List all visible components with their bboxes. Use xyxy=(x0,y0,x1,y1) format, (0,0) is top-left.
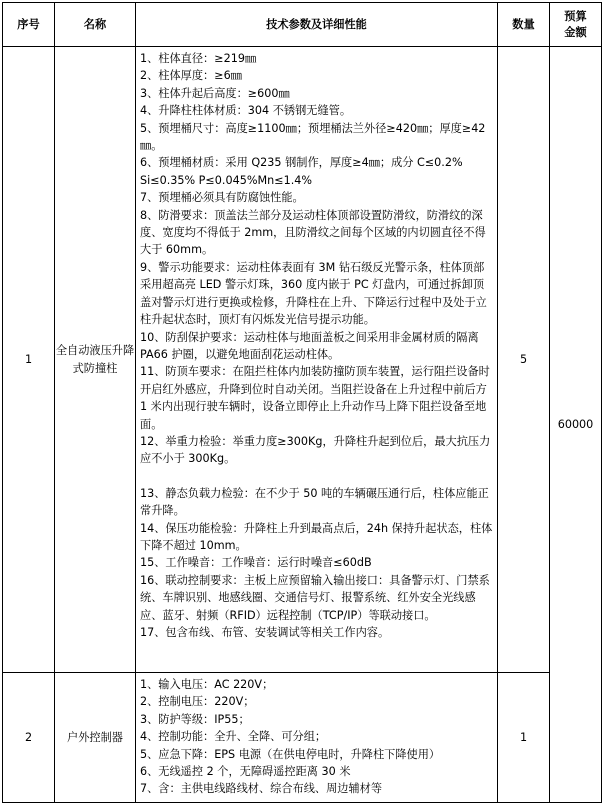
table-row xyxy=(3,47,602,673)
row-2-qty: 1 xyxy=(498,673,550,803)
spec-line: 2、柱体厚度：≥6㎜ xyxy=(140,69,242,83)
spec-line: 3、防护等级：IP55； xyxy=(140,712,250,726)
spec-line: 8、防滑要求：顶盖法兰部分及运动柱体顶部设置防滑纹，防滑纹的深度、宽度均不得低于 2mm，且防滑纹之间每个区域的内切圆直径不得大于 60mm。 xyxy=(140,208,486,257)
header-name: 名称 xyxy=(55,3,136,47)
header-row xyxy=(3,3,602,47)
spec-line: 12、举重力检验：举重力度≥300Kg，升降柱升起到位后，最大抗压力应不小于 300Kg。 xyxy=(140,434,491,466)
row-2-name: 户外控制器 xyxy=(55,673,136,803)
spec-line: 7、预埋桶必须具有防腐蚀性能。 xyxy=(140,191,304,205)
procurement-table xyxy=(2,2,602,803)
header-budget-line2: 金额 xyxy=(564,25,587,39)
spec-line: 10、防刮保护要求：运动柱体与地面盖板之间采用非金属材质的隔离 PA66 护圈，以避免地面刮花运动柱体。 xyxy=(140,330,483,361)
spec-line: 4、控制功能：全升、全降、可分组； xyxy=(140,730,327,744)
spec-line: 15、工作噪音：工作噪音：运行时噪音≤60dB xyxy=(140,556,372,570)
spec-line: 13、静态负载力检验：在不少于 50 吨的车辆碾压通行后，柱体应能正常升降。 xyxy=(140,486,489,518)
spec-line: 2、控制电压：220V； xyxy=(140,695,255,709)
header-qty: 数量 xyxy=(498,3,550,47)
spec-line: 7、含：主供电线路线材、综合布线、周边辅材等 xyxy=(140,782,383,796)
header-budget-line1: 预算 xyxy=(564,9,587,23)
header-seq: 序号 xyxy=(3,3,55,47)
spec-line: 3、柱体升起后高度：≥600㎜ xyxy=(140,86,290,100)
spec-line: 9、警示功能要求：运动柱体表面有 3M 钻石级反光警示条，柱体顶部采用超高亮 LED 警示灯珠，360 度内嵌于 PC 灯盘内，可通过拆卸顶盖对警示灯进行更换或检修，升降柱在上升、下降运行过程中及处于立柱升起状态时，顶灯有闪烁发光信号提示功能。 xyxy=(140,260,487,327)
row-1-spec xyxy=(136,47,498,673)
header-budget xyxy=(550,3,602,47)
spec-line: 16、联动控制要求：主板上应预留输入输出接口：具备警示灯、门禁系统、车牌识别、地感线圈、交通信号灯、报警系统、红外安全光线感应、蓝牙、射频（RFID）远程控制（TCP/IP）等联动接口。 xyxy=(140,573,490,622)
row-1-seq: 1 xyxy=(3,47,55,673)
row-2-spec xyxy=(136,673,498,803)
spec-line: 14、保压功能检验：升降柱上升到最高点后，24h 保持升起状态，柱体下降不超过 10mm。 xyxy=(140,521,493,552)
spec-line: 11、防顶车要求：在阻拦柱体内加装防撞防顶车装置，运行阻拦设备时开启红外感应，升降到位时自动关闭。当阻拦设备在上升过程中前后方 1 米内出现行驶车辆时，设备立即停止上升动作马上降下阻拦设备至地面。 xyxy=(140,365,491,431)
budget-total: 60000 xyxy=(550,47,602,803)
spec-line: 6、无线遥控 2 个，无障碍遥控距离 30 米 xyxy=(140,765,351,779)
spec-line: 5、应急下降：EPS 电源（在供电停电时，升降柱下降使用） xyxy=(140,747,441,761)
row-1-name: 全自动液压升降式防撞柱 xyxy=(55,47,136,673)
row-1-qty: 5 xyxy=(498,47,550,673)
spec-line: 1、输入电压：AC 220V； xyxy=(140,678,274,691)
header-spec: 技术参数及详细性能 xyxy=(136,3,498,47)
table-row xyxy=(3,673,602,803)
spec-line: 17、包含布线、布管、安装调试等相关工作内容。 xyxy=(140,626,390,639)
spec-line: 5、预埋桶尺寸：高度≥1100㎜；预埋桶法兰外径≥420㎜；厚度≥42㎜。 xyxy=(140,121,486,153)
row-2-seq: 2 xyxy=(3,673,55,803)
spec-line: 6、预埋桶材质：采用 Q235 钢制作，厚度≥4㎜；成分 C≤0.2% Si≤0.35% P≤0.045%Mn≤1.4% xyxy=(140,156,467,187)
spec-line: 1、柱体直径：≥219㎜ xyxy=(140,52,257,65)
spec-line: 4、升降柱柱体材质：304 不锈钢无缝管。 xyxy=(140,104,352,118)
